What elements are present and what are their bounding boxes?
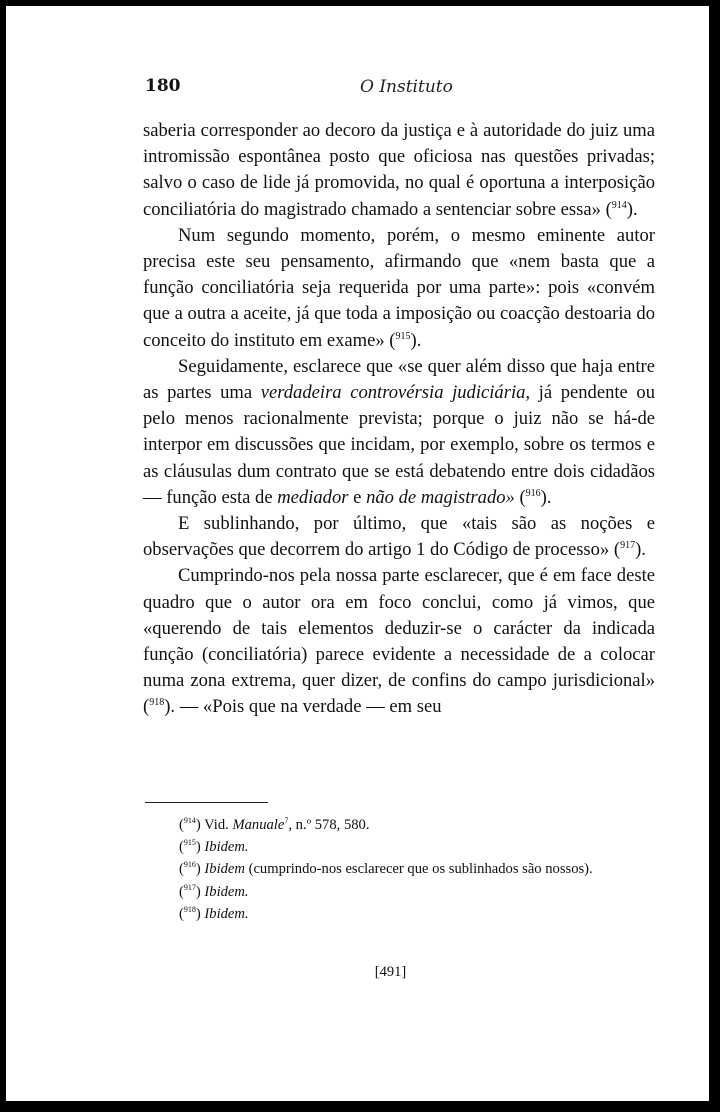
footnote: ($^{915}$) Ibidem. — [179, 838, 249, 856]
page-number: 180 — [145, 76, 181, 96]
running-title: O Instituto — [360, 77, 453, 97]
body-text — [143, 118, 655, 721]
footnote: ($^{917}$) Ibidem. — [179, 882, 249, 900]
footnote: ($^{916}$) Ibidem (cumprindo-nos esclarecer que os sublinhados são nossos). — [179, 860, 593, 878]
signature-mark: [491] — [374, 964, 407, 980]
footnote-ref: 917 — [620, 540, 636, 552]
footnote-ref: 915 — [395, 330, 411, 342]
paragraph: E sublinhando, por último, que «tais são as noções e observações que decorrem do artigo 1 do Código de processo» ($^{917}$). — [143, 513, 655, 561]
footnotes — [143, 814, 655, 925]
paragraph: Seguidamente, esclarece que «se quer além disso que haja entre as partes uma verdadeira controvérsia judiciária, já pendente ou pelo menos racionalmente prevista; porque o juiz não se há-de interpor em discussões que incidam, por exemplo, sobre os termos e as cláusulas dum contrato que se está debatendo entre dois cidadãos — função esta de mediador e não de magistrado» ($^{916}$). — [143, 355, 655, 508]
footnote: ($^{918}$) Ibidem. — [179, 904, 249, 922]
book-page — [6, 6, 709, 1101]
paragraph: Num segundo momento, porém, o mesmo eminente autor precisa este seu pensamento, afirmando que «nem basta que a função conciliatória seja requerida por uma parte»: pois «convém que a outra a aceite, já que toda a imposição ou coacção destoaria do conceito do instituto em exame» ($^{915}$). — [143, 224, 655, 351]
footnote-ref: 914 — [611, 199, 627, 211]
footnote-ref: 918 — [149, 697, 165, 709]
page-header — [6, 76, 709, 106]
paragraph: saberia corresponder ao decoro da justiça e à autoridade do juiz uma intromissão espontânea posto que oficiosa nas questões privadas; salvo o caso de lide já promovida, no qual é oportuna a interposição conciliatória do magistrado chamado a sentenciar sobre essa» ($^{914}$). — [143, 120, 655, 220]
footnote: ($^{914}$) Vid. Manuale$^7$, n.º 578, 580. — [179, 816, 370, 833]
footnote-divider — [145, 802, 268, 803]
paragraph: Cumprindo-nos pela nossa parte esclarecer, que é em face deste quadro que o autor ora em foco conclui, como já vimos, que «querendo de tais elementos deduzir-se o carácter da indicada função (conciliatória) parece evidente a necessidade de a colocar numa zona extrema, quer dizer, de confins do campo jurisdicional» ($^{918}$). — «Pois que na verdade — em seu — [143, 565, 655, 718]
footnote-ref: 916 — [525, 487, 541, 499]
